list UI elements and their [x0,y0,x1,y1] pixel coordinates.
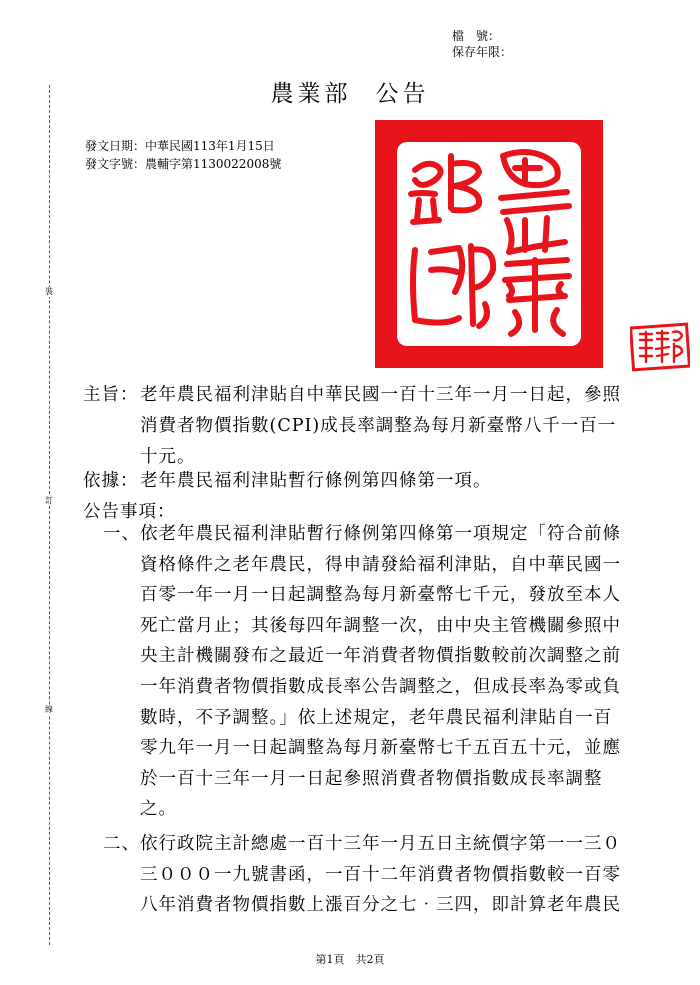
item-line: 死亡當月止；其後每四年調整一次，由中央主管機關參照中 [140,615,621,636]
file-no-label: 檔 號： [452,29,501,43]
page-title [0,75,700,108]
subject-line: 十元。 [140,447,196,467]
item-line: 三０００一九號書函，一百十二年消費者物價指數較一百零 [140,864,621,885]
basis-label: 依據： [83,471,139,491]
item-line: 央主計機關發布之最近一年消費者物價指數較前次調整之前 [140,646,621,667]
item-line: 之。 [140,799,177,820]
item-line: 百零一年一月一日起調整為每月新臺幣七千元，發放至本人 [140,585,621,606]
item-line: 資格條件之老年農民，得申請發給福利津貼，自中華民國一 [140,554,621,575]
item-line: 八年消費者物價指數上漲百分之七‧三四，即計算老年農民 [140,895,621,916]
page-number: 第1頁 共2頁 [315,953,385,966]
document-type: 公告 [375,81,430,107]
item-number: 一、 [103,524,140,544]
subject-line: 消費者物價指數(CPI)成長率調整為每月新臺幣八千一百一 [140,416,617,436]
issue-ref-number: 發文字號：農輔字第1130022008號 [85,157,282,171]
agency-small-seal [630,322,690,372]
item-number: 二、 [103,834,140,854]
item-line: 依老年農民福利津貼暫行條例第四條第一項規定「符合前條 [140,524,621,544]
item-line: 零九年一月一日起調整為每月新臺幣七千五百五十元，並應 [140,738,621,759]
subject-line: 老年農民福利津貼自中華民國一百十三年一月一日起，參照 [140,385,621,405]
issue-date: 發文日期：中華民國113年1月15日 [85,139,275,153]
item-line: 數時，不予調整。」依上述規定，老年農民福利津貼自一百 [140,707,613,728]
item-line: 一年消費者物價指數成長率公告調整之，但成長率為零或負 [140,677,621,697]
binding-mark-line: 線 [45,705,53,714]
binding-line [49,85,50,945]
document-meta [85,137,281,173]
agency-name: 農業部 [270,81,352,107]
binding-mark-bind: 裝 [45,287,53,296]
archive-info [452,28,512,60]
retention-label: 保存年限： [452,45,513,59]
item-line: 依行政院主計總處一百十三年一月五日主統價字第一一三０ [140,834,621,854]
subject-label: 主旨： [83,385,139,405]
official-seal [375,120,603,368]
basis-text: 老年農民福利津貼暫行條例第四條第一項。 [140,471,492,491]
announcement-items-label: 公告事項： [83,502,176,522]
item-line: 於一百十三年一月一日起參照消費者物價指數成長率調整 [140,768,603,789]
binding-mark-staple: 訂 [45,496,53,505]
